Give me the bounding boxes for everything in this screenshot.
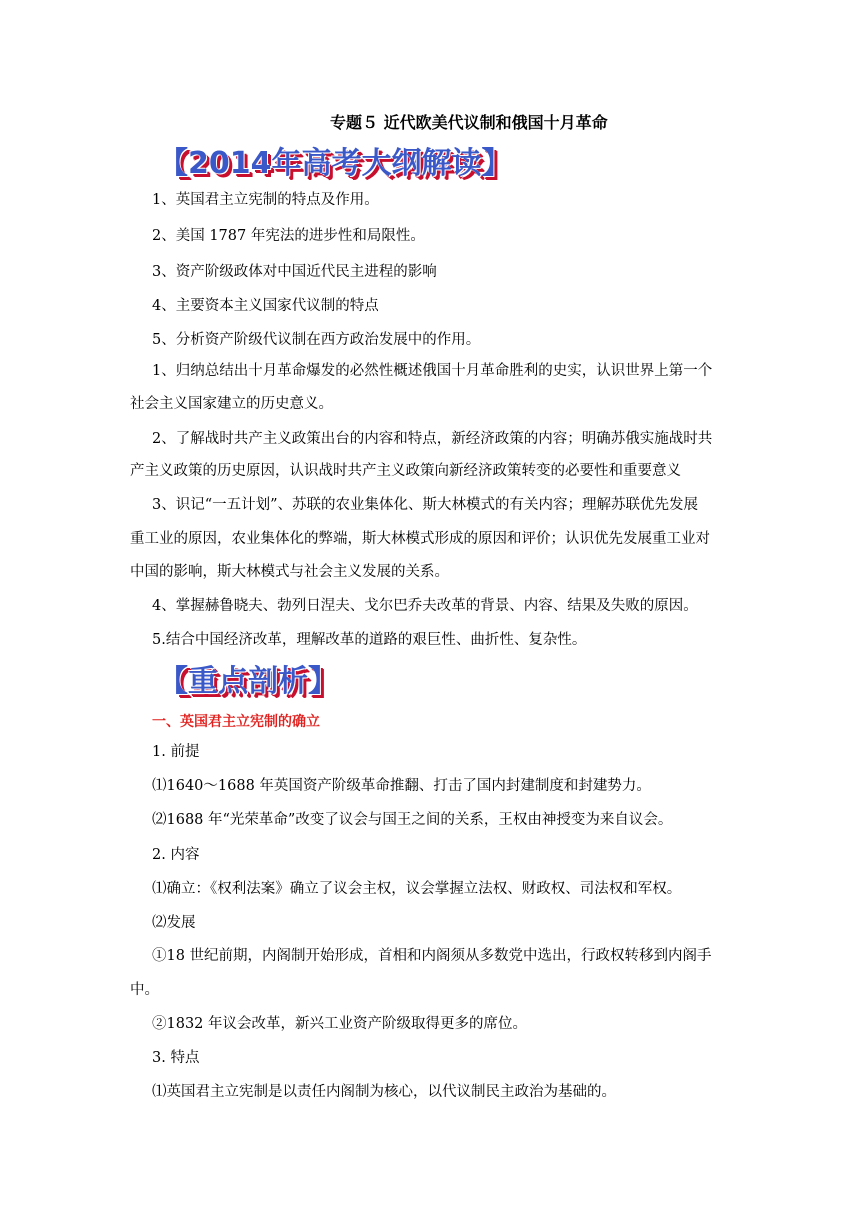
content-line: ⑴确立：《权利法案》确立了议会主权，议会掌握立法权、财政权、司法权和军权。: [152, 881, 682, 897]
revolution-item: 1、归纳总结出十月革命爆发的必然性概述俄国十月革命胜利的史实，认识世界上第一个: [152, 363, 713, 379]
content-line: ⑵发展: [152, 915, 196, 931]
revolution-item-cont: 中国的影响，斯大林模式与社会主义发展的关系。: [130, 564, 449, 580]
subheading: 2. 内容: [152, 847, 200, 863]
content-line: ②1832 年议会改革，新兴工业资产阶级取得更多的席位。: [152, 1016, 528, 1032]
content-line: ⑴英国君主立宪制是以责任内阁制为核心，以代议制民主政治为基础的。: [152, 1084, 616, 1100]
revolution-item-cont: 社会主义国家建立的历史意义。: [130, 396, 333, 412]
revolution-item: 5.结合中国经济改革，理解改革的道路的艰巨性、曲折性、复杂性。: [152, 632, 587, 648]
revolution-item-cont: 产主义政策的历史原因，认识战时共产主义政策向新经济政策转变的必要性和重要意义: [130, 463, 681, 479]
subheading: 3. 特点: [152, 1050, 200, 1066]
content-line: ①18 世纪前期，内阁制开始形成，首相和内阁须从多数党中选出，行政权转移到内阁手: [152, 948, 712, 964]
section-heading: 一、英国君主立宪制的确立: [152, 714, 320, 730]
content-line: ⑵1688 年“光荣革命”改变了议会与国王之间的关系，王权由神授变为来自议会。: [152, 812, 673, 828]
revolution-item: 2、了解战时共产主义政策出台的内容和特点，新经济政策的内容；明确苏俄实施战时共: [152, 431, 713, 447]
outline-item: 4、主要资本主义国家代议制的特点: [152, 298, 379, 314]
outline-item: 5、分析资产阶级代议制在西方政治发展中的作用。: [152, 332, 481, 348]
outline-item: 1、英国君主立宪制的特点及作用。: [152, 192, 379, 208]
content-line: ⑴1640～1688 年英国资产阶级革命推翻、打击了国内封建制度和封建势力。: [152, 778, 651, 794]
document-title: 专题５ 近代欧美代议制和俄国十月革命: [330, 113, 608, 132]
content-line-cont: 中。: [130, 982, 159, 998]
revolution-item: 4、掌握赫鲁晓夫、勃列日涅夫、戈尔巴乔夫改革的背景、内容、结果及失败的原因。: [152, 598, 698, 614]
revolution-item: 3、识记“一五计划”、苏联的农业集体化、斯大林模式的有关内容；理解苏联优先发展: [152, 497, 699, 513]
subheading: 1. 前提: [152, 744, 200, 760]
outline-item: 3、资产阶级政体对中国近代民主进程的影响: [152, 264, 437, 280]
banner-outline: 【2014年高考大纲解读】: [158, 146, 512, 181]
banner-key-points: 【重点剖析】: [158, 664, 338, 699]
outline-item: 2、美国 1787 年宪法的进步性和局限性。: [152, 228, 425, 244]
revolution-item-cont: 重工业的原因，农业集体化的弊端，斯大林模式形成的原因和评价；认识优先发展重工业对: [130, 531, 710, 547]
